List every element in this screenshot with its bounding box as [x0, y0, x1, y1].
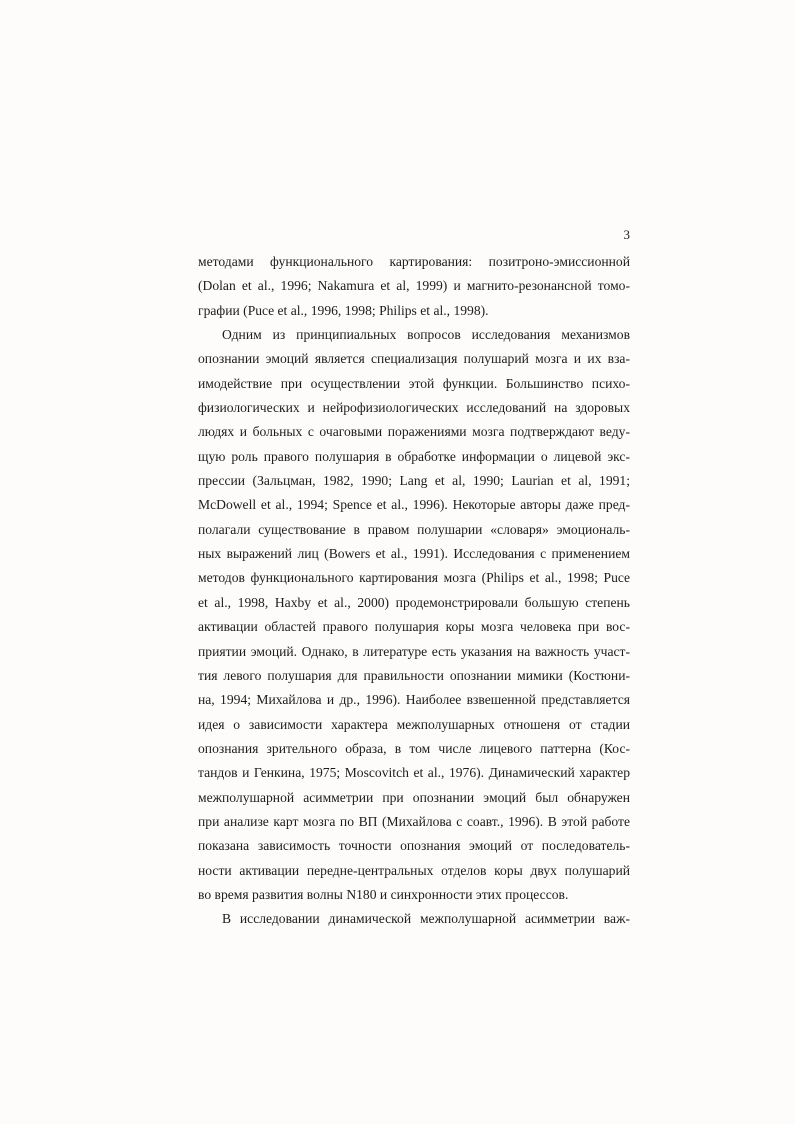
text-line: во время развития волны N180 и синхронности этих процессов.: [198, 886, 569, 902]
text-line: активации областей правого полушария коры мозга человека при вос-: [198, 619, 630, 635]
text-line: щую роль правого полушария в обработке информации о лицевой экс-: [198, 448, 630, 464]
page-number: 3: [623, 227, 630, 242]
text-line: полагали существование в правом полушарии «словаря» эмоциональ-: [198, 521, 630, 537]
text-line: при анализе карт мозга по ВП (Михайлова с соавт., 1996). В этой работе: [198, 813, 630, 829]
text-line: тандов и Генкина, 1975; Moscovitch et al., 1976). Динамический характер: [198, 765, 630, 781]
body-text: [198, 250, 630, 932]
text-line: физиологических и нейрофизиологических исследований на здоровых: [198, 400, 630, 416]
text-line: McDowell et al., 1994; Spence et al., 1996). Некоторые авторы даже пред-: [198, 497, 630, 513]
text-line: имодействие при осуществлении этой функции. Большинство психо-: [198, 375, 630, 391]
paragraph-hemispheres: [198, 323, 630, 907]
text-line: ности активации передне-центральных отделов коры двух полушарий: [198, 862, 630, 878]
text-line: опознания зрительного образа, в том числе лицевого паттерна (Кос-: [198, 740, 630, 756]
text-line: методов функционального картирования мозга (Philips et al., 1998; Puce: [198, 570, 630, 586]
text-line: приятии эмоций. Однако, в литературе есть указания на важность участ-: [198, 643, 630, 659]
text-line: Одним из принципиальных вопросов исследования механизмов: [222, 327, 630, 343]
text-line: тия левого полушария для правильности опознании мимики (Костюни-: [198, 667, 630, 683]
text-line: идея о зависимости характера межполушарных отношеня от стадии: [198, 716, 630, 732]
paragraph-dynamic-asymmetry: [198, 907, 630, 931]
text-line: (Dolan et al., 1996; Nakamura et al, 1999) и магнито-резонансной томо-: [198, 278, 630, 294]
paragraph-continuation: [198, 250, 630, 323]
text-line: графии (Puce et al., 1996, 1998; Philips et al., 1998).: [198, 302, 489, 318]
text-line: методами функционального картирования: позитроно-эмиссионной: [198, 254, 630, 269]
text-line: межполушарной асимметрии при опознании эмоций был обнаружен: [198, 789, 630, 805]
text-line: на, 1994; Михайлова и др., 1996). Наиболее взвешенной представляется: [198, 692, 630, 708]
text-line: людях и больных с очаговыми поражениями мозга подтверждают веду-: [198, 424, 630, 440]
text-line: ных выражений лиц (Bowers et al., 1991). Исследования с применением: [198, 546, 630, 562]
text-line: опознании эмоций является специализация полушарий мозга и их вза-: [198, 351, 630, 367]
text-line: et al., 1998, Haxby et al., 2000) продемонстрировали большую степень: [198, 594, 630, 610]
text-line: прессии (Зальцман, 1982, 1990; Lang et al, 1990; Laurian et al, 1991;: [198, 473, 630, 489]
text-line: показана зависимость точности опознания эмоций от последователь-: [198, 838, 630, 854]
text-line: В исследовании динамической межполушарной асимметрии важ-: [222, 911, 630, 927]
